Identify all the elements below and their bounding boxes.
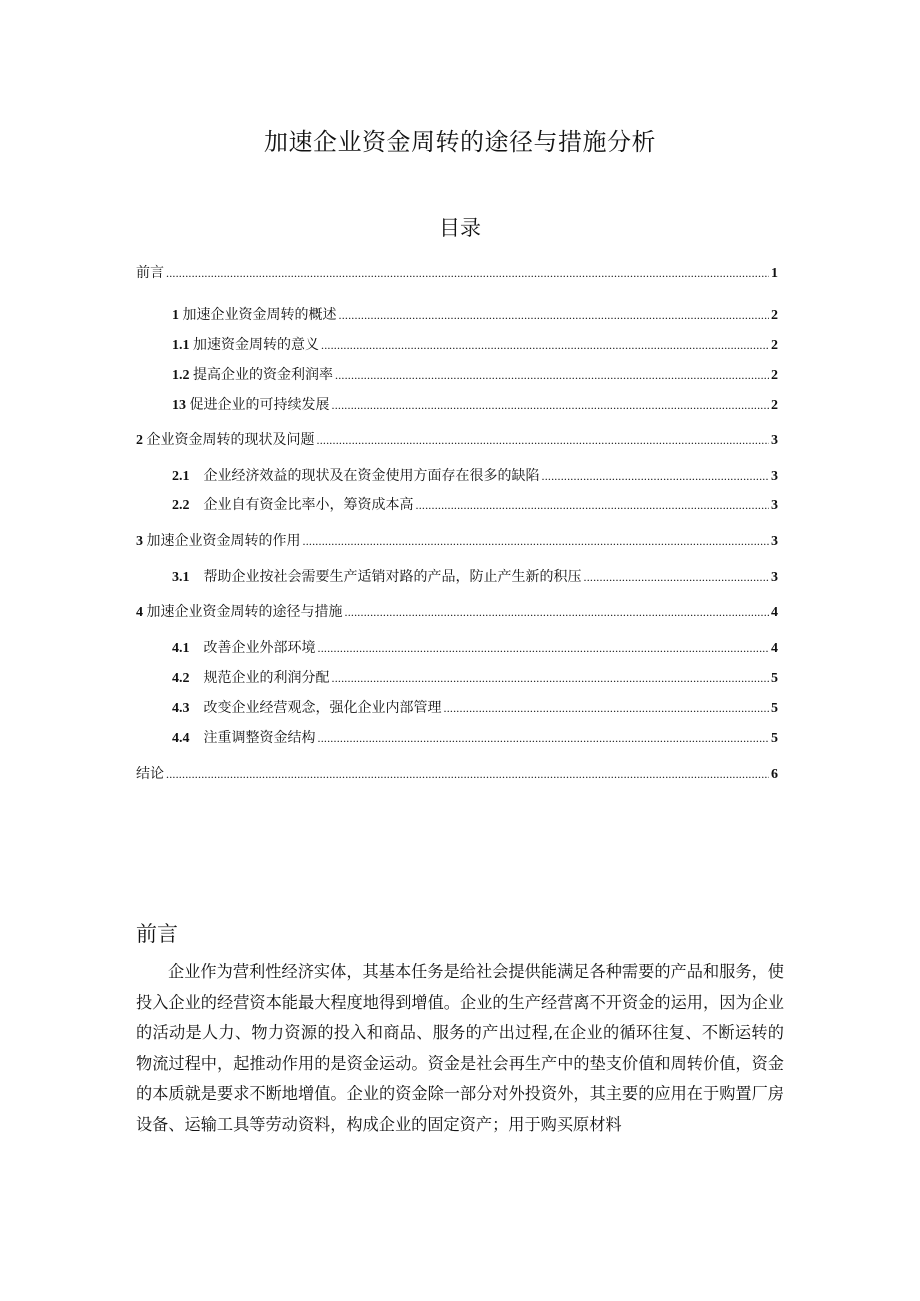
toc-entry-number: 3.1 <box>172 570 204 585</box>
toc-entry-page: 5 <box>771 731 778 746</box>
toc-entry-page: 3 <box>771 534 778 549</box>
toc-entry-page: 6 <box>771 767 778 782</box>
toc-entry-page: 4 <box>771 641 778 656</box>
toc-entry-1-1[interactable] <box>172 336 778 355</box>
toc-leader-dots <box>166 765 769 783</box>
toc-entry-label: 注重调整资金结构 <box>203 730 316 746</box>
toc-entry-label: 促进企业的可持续发展 <box>189 397 330 413</box>
toc-entry-number: 3 <box>136 534 147 549</box>
toc-leader-dots <box>332 396 770 414</box>
toc-entry-3[interactable] <box>136 532 778 551</box>
toc-entry-1[interactable] <box>172 306 778 325</box>
toc-entry-page: 3 <box>771 570 778 585</box>
toc-entry-number: 2 <box>136 433 147 448</box>
toc-entry-label: 结论 <box>136 766 164 782</box>
toc-entry-2-1[interactable] <box>172 467 778 486</box>
toc-entry-number: 13 <box>172 398 190 413</box>
toc-leader-dots <box>166 264 769 282</box>
toc-entry-label: 前言 <box>136 265 164 281</box>
toc-entry-number: 4.3 <box>172 701 204 716</box>
toc-leader-dots <box>318 729 770 747</box>
toc-entry-4-3[interactable] <box>172 699 778 718</box>
toc-leader-dots <box>303 532 770 550</box>
toc-entry-4[interactable] <box>136 603 778 622</box>
toc-entry-page: 2 <box>771 338 778 353</box>
toc-leader-dots <box>444 699 770 717</box>
toc-entry-2-2[interactable] <box>172 496 778 515</box>
toc-entry-page: 1 <box>771 266 778 281</box>
toc-leader-dots <box>584 568 770 586</box>
toc-entry-number: 2.1 <box>172 469 204 484</box>
toc-entry-4-2[interactable] <box>172 669 778 688</box>
toc-entry-number: 1 <box>172 308 183 323</box>
toc-entry-page: 4 <box>771 605 778 620</box>
toc-entry-page: 5 <box>771 671 778 686</box>
toc-leader-dots <box>321 336 769 354</box>
toc-entry-page: 2 <box>771 398 778 413</box>
toc-entry-page: 5 <box>771 701 778 716</box>
toc-entry-number: 4.1 <box>172 641 204 656</box>
toc-entry-number: 2.2 <box>172 498 204 513</box>
toc-entry-number: 4.2 <box>172 671 204 686</box>
preface-paragraph: 企业作为营利性经济实体，其基本任务是给社会提供能满足各种需要的产品和服务，使投入企业的经营资本能最大程度地得到增值。企业的生产经营离不开资金的运用，因为企业的活动是人力、物力资源的投入和商品、服务的产出过程,在企业的循环往复、不断运转的物流过程中，起推动作用的是资金运动。资金是社会再生产中的垫支价值和周转价值，资金的本质就是要求不断地增值。企业的资金除一部分对外投资外，其主要的应用在于购置厂房设备、运输工具等劳动资料，构成企业的固定资产；用于购买原材料 <box>136 962 784 1134</box>
toc-entry-preface[interactable] <box>136 264 778 283</box>
toc-entry-number: 1.2 <box>172 368 193 383</box>
toc-entry-label: 加速企业资金周转的概述 <box>182 307 337 323</box>
toc-entry-label: 帮助企业按社会需要生产适销对路的产品，防止产生新的积压 <box>203 569 582 585</box>
toc-entry-page: 3 <box>771 498 778 513</box>
toc-entry-4-4[interactable] <box>172 729 778 748</box>
toc-entry-1-2[interactable] <box>172 366 778 385</box>
toc-entry-label: 企业资金周转的现状及问题 <box>146 432 315 448</box>
document-title: 加速企业资金周转的途径与措施分析 <box>264 128 656 156</box>
toc-entry-label: 企业自有资金比率小，筹资成本高 <box>203 497 414 513</box>
toc-entry-number: 4.4 <box>172 731 204 746</box>
toc-entry-label: 改善企业外部环境 <box>203 640 316 656</box>
toc-entry-label: 加速资金周转的意义 <box>193 337 319 353</box>
toc-leader-dots <box>416 496 770 514</box>
toc-leader-dots <box>339 306 770 324</box>
toc-entry-2[interactable] <box>136 431 778 450</box>
preface-heading: 前言 <box>136 922 178 946</box>
toc-entry-4-1[interactable] <box>172 639 778 658</box>
toc-entry-3-1[interactable] <box>172 568 778 587</box>
toc-leader-dots <box>335 366 769 384</box>
toc-entry-number: 4 <box>136 605 147 620</box>
toc-entry-label: 改变企业经营观念，强化企业内部管理 <box>203 700 442 716</box>
toc-entry-page: 2 <box>771 368 778 383</box>
toc-entry-page: 2 <box>771 308 778 323</box>
toc-leader-dots <box>317 431 770 449</box>
toc-entry-label: 提高企业的资金利润率 <box>193 367 333 383</box>
toc-leader-dots <box>332 669 770 687</box>
toc-leader-dots <box>542 467 770 485</box>
toc-leader-dots <box>345 603 770 621</box>
toc-entry-conclusion[interactable] <box>136 765 778 784</box>
toc-heading: 目录 <box>439 216 481 240</box>
toc-entry-label: 加速企业资金周转的途径与措施 <box>146 604 343 620</box>
toc-leader-dots <box>318 639 770 657</box>
toc-entry-label: 规范企业的利润分配 <box>203 670 330 686</box>
toc-entry-1-3[interactable] <box>172 396 778 415</box>
toc-entry-number: 1.1 <box>172 338 193 353</box>
toc-entry-page: 3 <box>771 433 778 448</box>
toc-entry-label: 企业经济效益的现状及在资金使用方面存在很多的缺陷 <box>203 468 540 484</box>
toc-entry-page: 3 <box>771 469 778 484</box>
toc-entry-label: 加速企业资金周转的作用 <box>146 533 301 549</box>
